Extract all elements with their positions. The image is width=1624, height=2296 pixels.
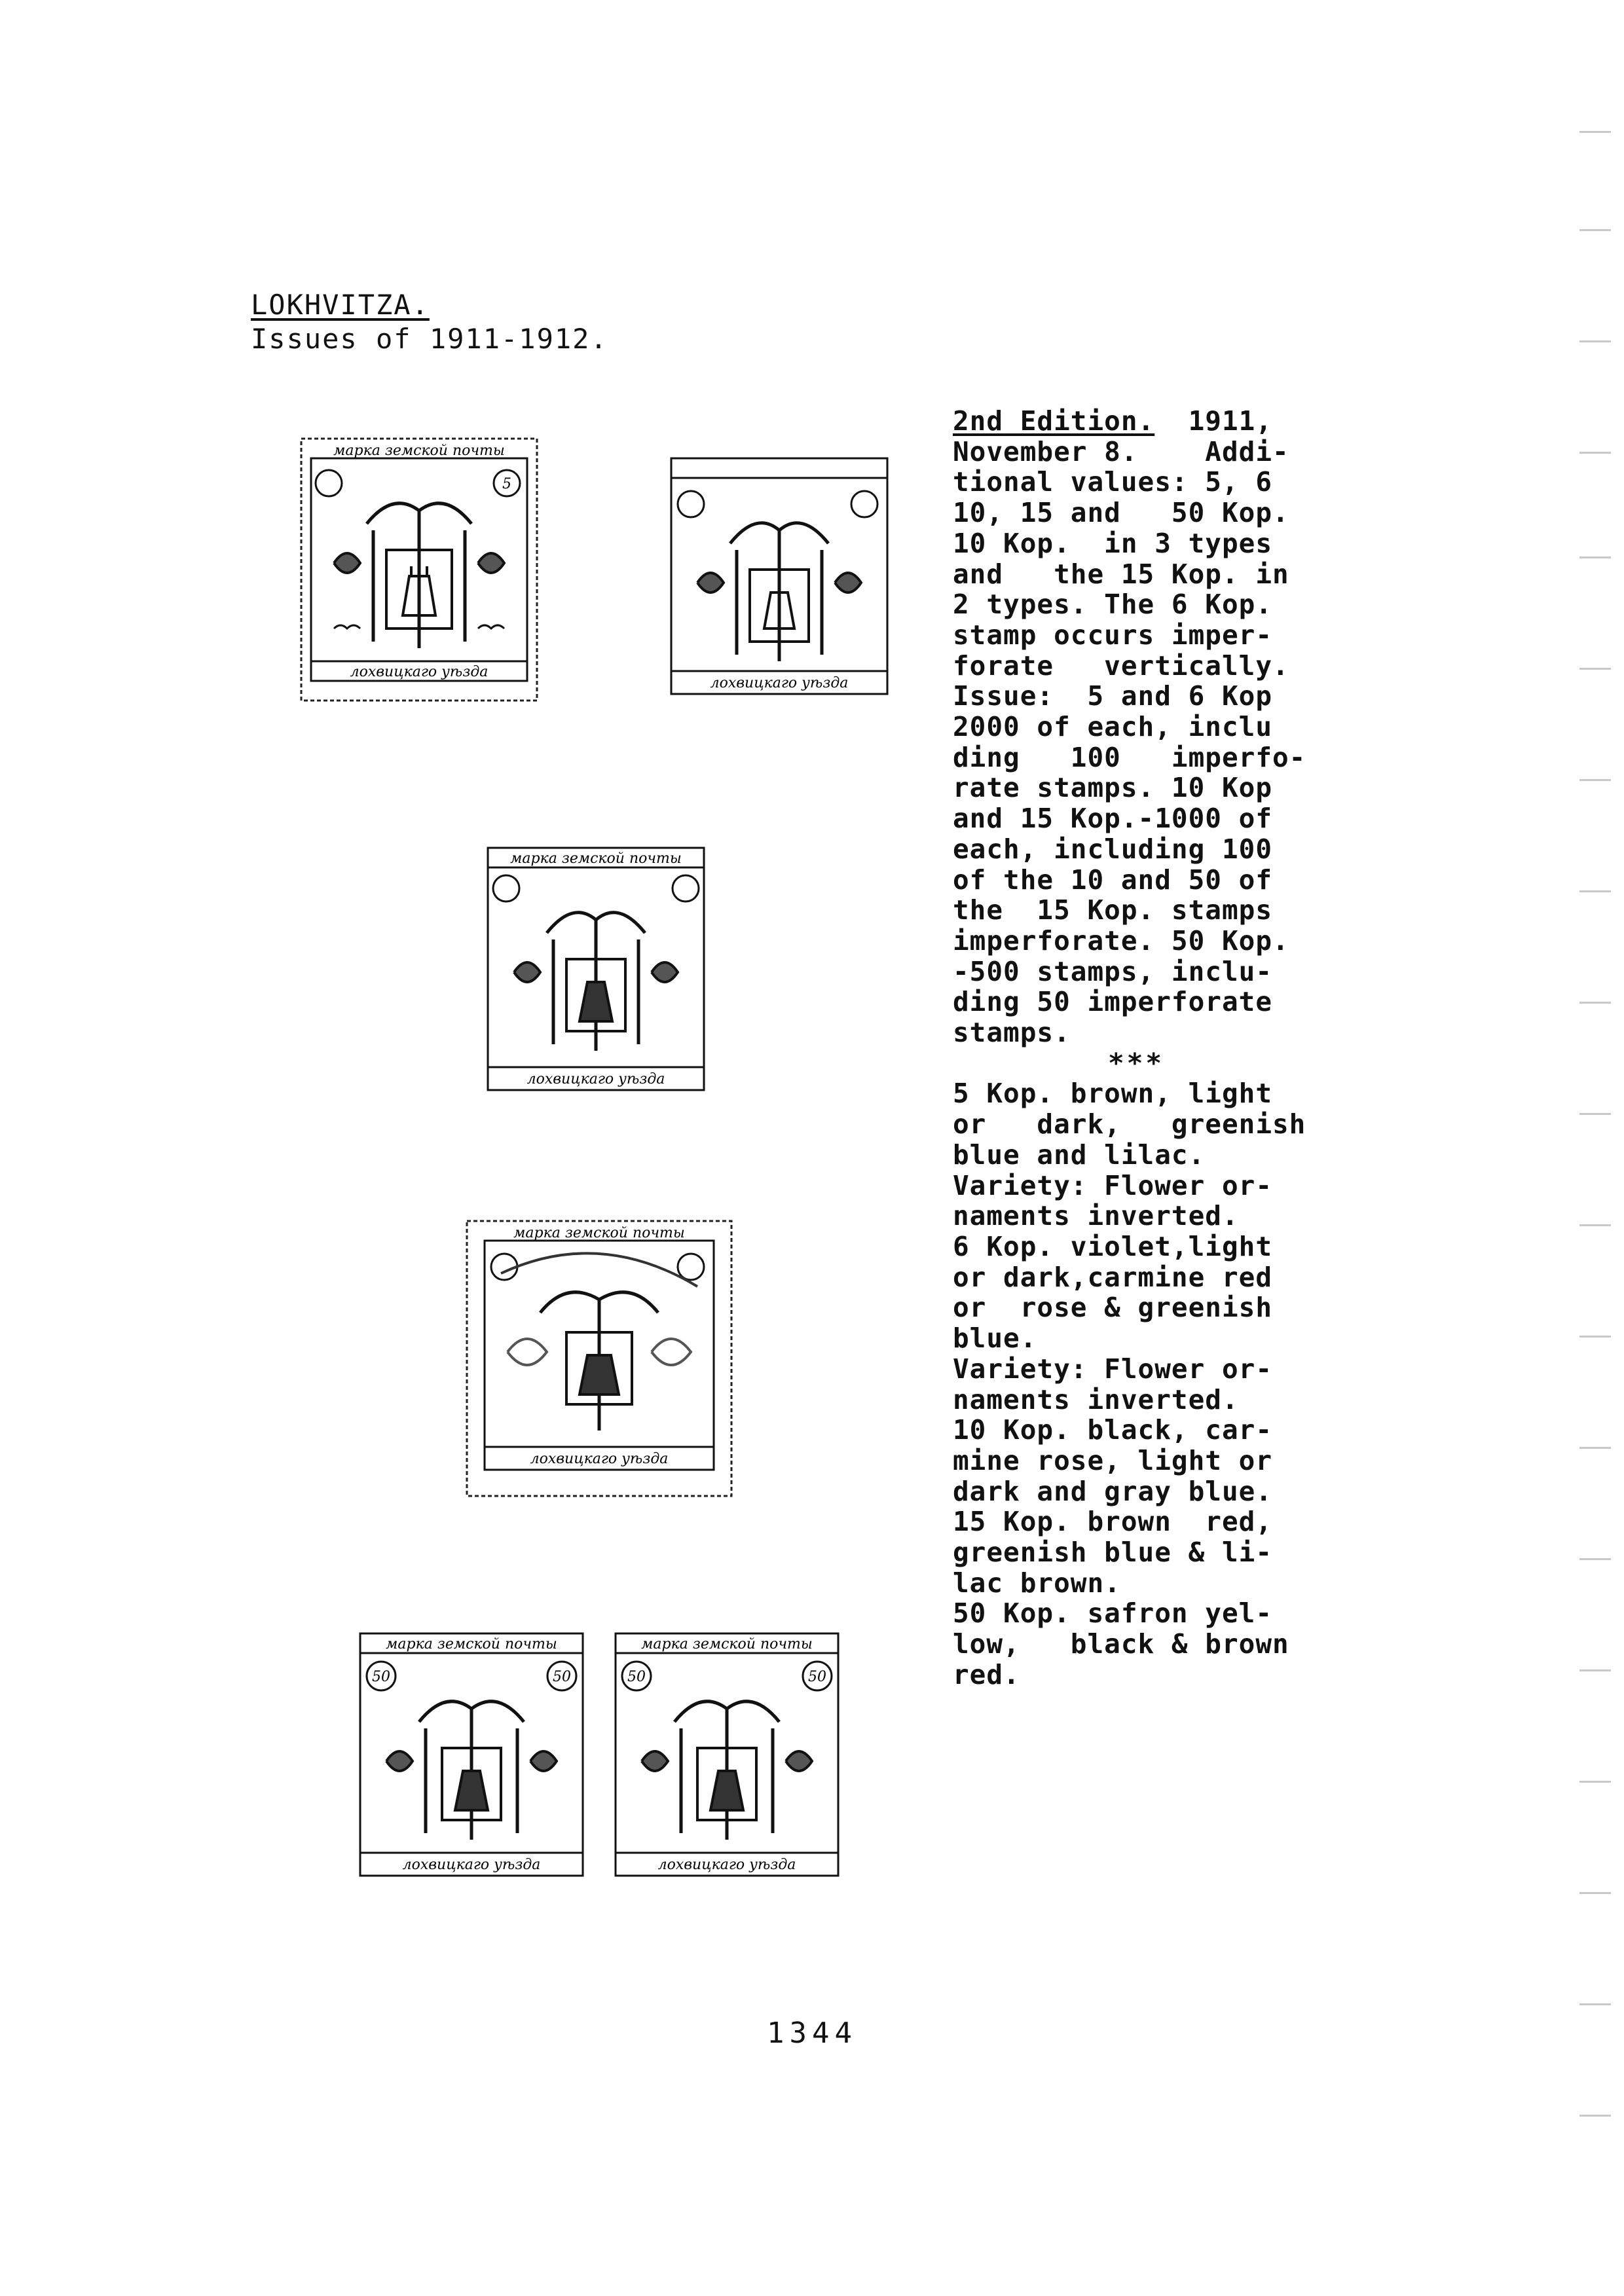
edge-mark bbox=[1579, 1781, 1611, 1783]
description-line: -500 stamps, inclu- bbox=[953, 955, 1272, 987]
edge-mark bbox=[1579, 131, 1611, 133]
edge-mark bbox=[1579, 1113, 1611, 1115]
stamp-value-left: 50 bbox=[627, 1669, 646, 1685]
variety-line: or rose & greenish bbox=[953, 1292, 1272, 1324]
variety-line: Variety: Flower or- bbox=[953, 1169, 1272, 1201]
edge-mark bbox=[1579, 1669, 1611, 1671]
stamp-bottom-text: лохвицкаго уѣзда bbox=[530, 1451, 669, 1467]
edge-mark bbox=[1579, 890, 1611, 892]
stamp-illustration-2 bbox=[665, 445, 894, 707]
description-line: forate vertically. bbox=[953, 649, 1289, 682]
edge-mark bbox=[1579, 1224, 1611, 1226]
section-separator: *** bbox=[1107, 1047, 1165, 1079]
page-heading bbox=[251, 288, 608, 356]
edge-mark bbox=[1579, 340, 1611, 342]
page-subtitle: Issues of 1911-1912. bbox=[251, 323, 608, 355]
edge-mark bbox=[1579, 2003, 1611, 2005]
stamp-bottom-text: лохвицкаго уѣзда bbox=[402, 1857, 541, 1873]
page-number: 1344 bbox=[767, 2016, 857, 2050]
stamp-drawing-2 bbox=[665, 445, 894, 707]
edge-mark bbox=[1579, 452, 1611, 454]
variety-line: 10 Kop. black, car- bbox=[953, 1414, 1272, 1446]
edge-mark bbox=[1579, 1558, 1611, 1560]
variety-line: naments inverted. bbox=[953, 1383, 1239, 1415]
variety-line: Variety: Flower or- bbox=[953, 1353, 1272, 1385]
description-block bbox=[953, 406, 1320, 1690]
description-line: November 8. Addi- bbox=[953, 435, 1289, 467]
stamp-drawing-4 bbox=[462, 1214, 737, 1503]
stamp-bottom-text: лохвицкаго уѣзда bbox=[657, 1857, 796, 1873]
stamp-illustration-4 bbox=[462, 1214, 737, 1503]
variety-line: dark and gray blue. bbox=[953, 1475, 1272, 1507]
variety-line: blue and lilac. bbox=[953, 1139, 1206, 1171]
stamp-drawing-1 bbox=[295, 432, 544, 707]
stamp-value-right: 50 bbox=[553, 1669, 571, 1685]
variety-line: blue. bbox=[953, 1322, 1037, 1355]
edge-mark bbox=[1579, 556, 1611, 558]
stamp-bottom-text: лохвицкаго уѣзда bbox=[350, 664, 489, 680]
stamp-illustration-6 bbox=[609, 1627, 845, 1882]
description-line: stamp occurs imper- bbox=[953, 619, 1272, 651]
description-line: 10 Kop. in 3 types bbox=[953, 527, 1272, 559]
variety-line: low, black & brown bbox=[953, 1628, 1289, 1660]
page-title: LOKHVITZA. bbox=[251, 289, 430, 321]
stamp-value-left: 50 bbox=[372, 1669, 390, 1685]
stamp-value: 5 bbox=[502, 476, 511, 492]
description-line: imperforate. 50 Kop. bbox=[953, 924, 1289, 957]
variety-line: or dark,carmine red bbox=[953, 1261, 1272, 1293]
stamp-top-text: марка земской почты bbox=[513, 1225, 685, 1241]
edge-mark bbox=[1579, 1336, 1611, 1338]
description-line: 2000 of each, inclu bbox=[953, 711, 1272, 743]
stamp-top-text: марка земской почты bbox=[333, 443, 505, 459]
variety-line: 6 Kop. violet,light bbox=[953, 1230, 1272, 1262]
description-line: ding 100 imperfo- bbox=[953, 741, 1306, 773]
edge-mark bbox=[1579, 779, 1611, 781]
edge-mark bbox=[1579, 1002, 1611, 1004]
description-line: 1911, bbox=[1154, 405, 1273, 437]
description-line: Issue: 5 and 6 Kop bbox=[953, 680, 1272, 712]
description-line: ding 50 imperforate bbox=[953, 986, 1272, 1018]
stamp-value-right: 50 bbox=[808, 1669, 826, 1685]
variety-line: or dark, greenish bbox=[953, 1108, 1306, 1140]
variety-line: 5 Kop. brown, light bbox=[953, 1078, 1272, 1110]
description-line: 2 types. The 6 Kop. bbox=[953, 589, 1272, 621]
variety-line: 50 Kop. safron yel- bbox=[953, 1597, 1272, 1630]
variety-line: red. bbox=[953, 1658, 1020, 1690]
edge-mark bbox=[1579, 229, 1611, 231]
stamp-drawing-6 bbox=[609, 1627, 845, 1882]
stamp-bottom-text: лохвицкаго уѣзда bbox=[526, 1071, 665, 1087]
description-line: each, including 100 bbox=[953, 833, 1272, 865]
edge-mark bbox=[1579, 2115, 1611, 2117]
description-line: and the 15 Kop. in bbox=[953, 558, 1289, 590]
variety-line: naments inverted. bbox=[953, 1200, 1239, 1232]
description-line: stamps. bbox=[953, 1017, 1071, 1049]
edition-label: 2nd Edition. bbox=[953, 405, 1155, 437]
edge-mark bbox=[1579, 1447, 1611, 1449]
stamp-drawing-5 bbox=[354, 1627, 589, 1882]
stamp-illustration-1 bbox=[295, 432, 544, 707]
stamp-illustration-3 bbox=[481, 841, 710, 1097]
description-line: of the 10 and 50 of bbox=[953, 864, 1272, 896]
stamp-top-text: марка земской почты bbox=[510, 850, 682, 867]
description-line: tional values: 5, 6 bbox=[953, 466, 1272, 498]
description-line: and 15 Kop.-1000 of bbox=[953, 803, 1272, 835]
variety-line: lac brown. bbox=[953, 1567, 1121, 1599]
description-line: the 15 Kop. stamps bbox=[953, 894, 1272, 926]
variety-line: 15 Kop. brown red, bbox=[953, 1506, 1272, 1538]
stamp-drawing-3 bbox=[481, 841, 710, 1097]
stamp-illustration-5 bbox=[354, 1627, 589, 1882]
stamp-bottom-text: лохвицкаго уѣзда bbox=[710, 675, 849, 691]
description-line: rate stamps. 10 Kop bbox=[953, 772, 1272, 804]
edge-mark bbox=[1579, 1892, 1611, 1894]
description-line: 10, 15 and 50 Kop. bbox=[953, 497, 1289, 529]
edge-mark bbox=[1579, 668, 1611, 670]
stamp-top-text: марка земской почты bbox=[386, 1636, 557, 1652]
stamp-top-text: марка земской почты bbox=[641, 1636, 813, 1652]
variety-line: mine rose, light or bbox=[953, 1444, 1272, 1476]
variety-line: greenish blue & li- bbox=[953, 1537, 1272, 1569]
